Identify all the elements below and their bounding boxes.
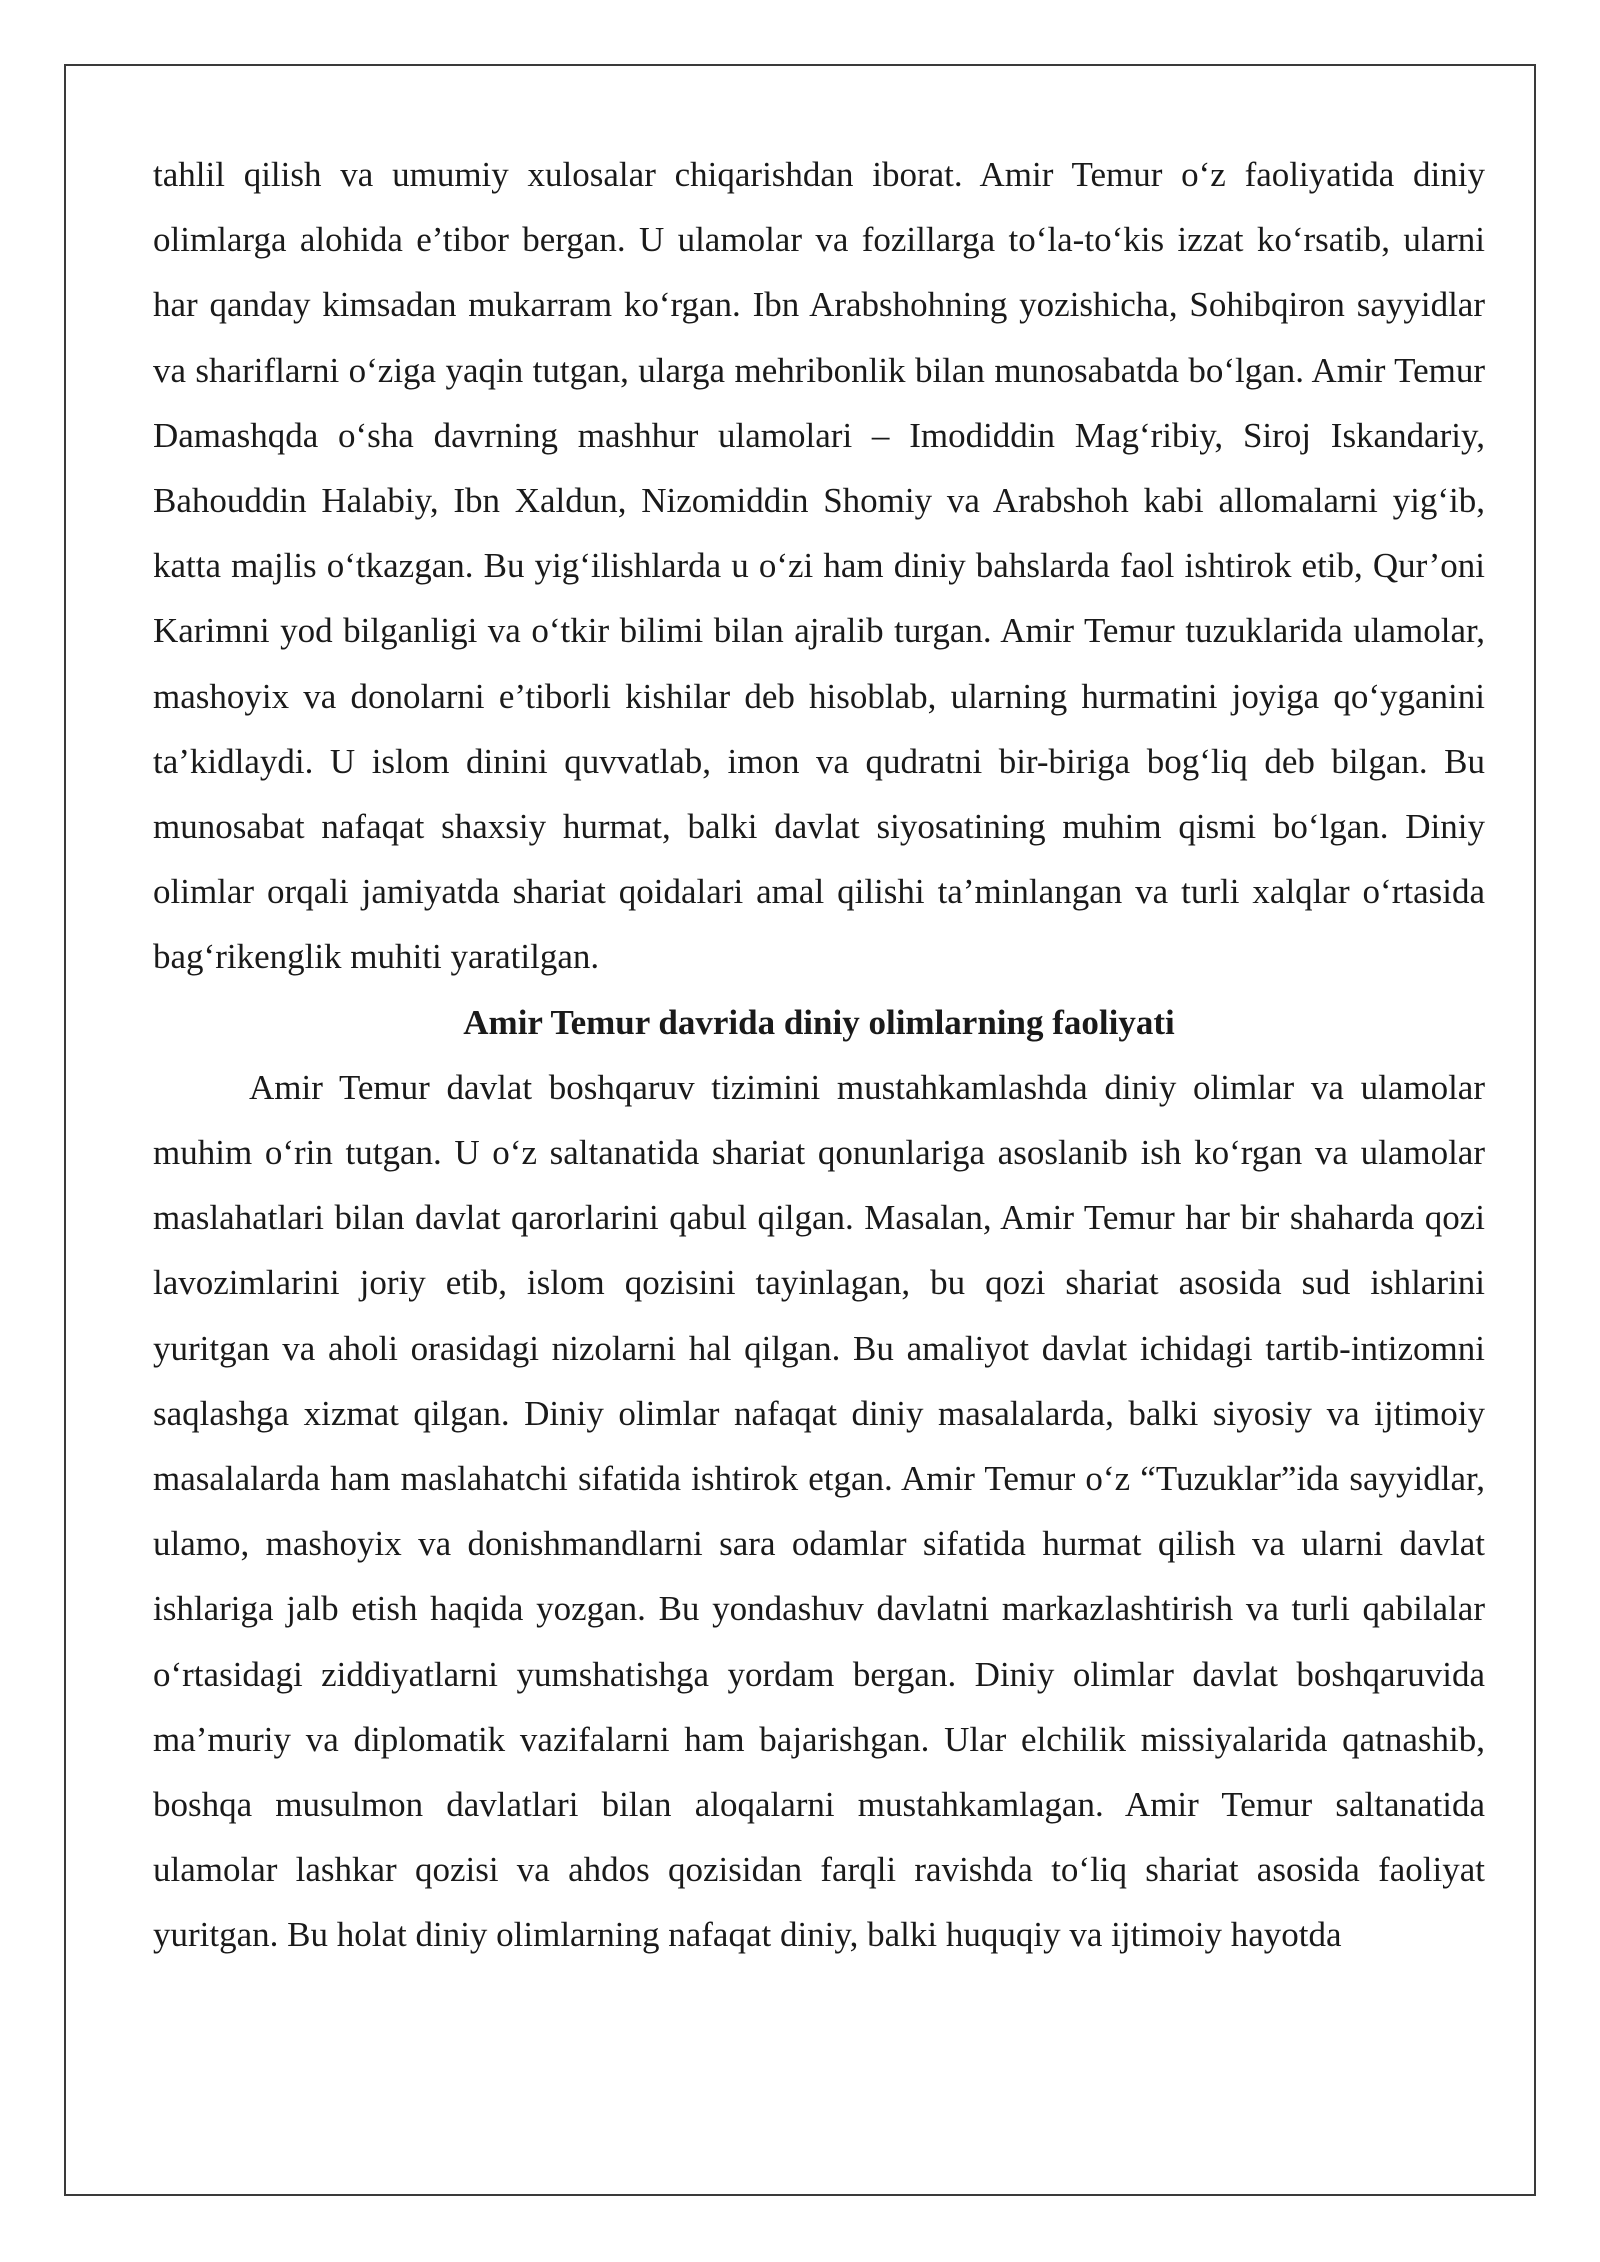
section-heading: Amir Temur davrida diniy olimlarning faoliyati <box>463 1002 1175 1042</box>
body-paragraph: Amir Temur davlat boshqaruv tizimini mustahkamlashda diniy olimlar va ulamolar muhim o‘rin tutgan. U o‘z saltanatida shariat qonunlariga asoslanib ish ko‘rgan va ulamolar maslahatlari bilan davlat qarorlarini qabul qilgan. Masalan, Amir Temur har bir shaharda qozi lavozimlarini joriy etib, islom qozisini tayinlagan, bu qozi shariat asosida sud ishlarini yuritgan va aholi orasidagi nizolarni hal qilgan. Bu amaliyot davlat ichidagi tartib-intizomni saqlashga xizmat qilgan. Diniy olimlar nafaqat diniy masalalarda, balki siyosiy va ijtimoiy masalalarda ham maslahatchi sifatida ishtirok etgan. Amir Temur o‘z “Tuzuklar”ida sayyidlar, ulamo, mashoyix va donishmandlarni sara odamlar sifatida hurmat qilish va ularni davlat ishlariga jalb etish haqida yozgan. Bu yondashuv davlatni markazlashtirish va turli qabilalar o‘rtasidagi ziddiyatlarni yumshatishga yordam bergan. Diniy olimlar davlat boshqaruvida ma’muriy va diplomatik vazifalarni ham bajarishgan. Ular elchilik missiyalarida qatnashib, boshqa musulmon davlatlari bilan aloqalarni mustahkamlagan. Amir Temur saltanatida ulamolar lashkar qozisi va ahdos qozisidan farqli ravishda to‘liq shariat asosida faoliyat yuritgan. Bu holat diniy olimlarning nafaqat diniy, balki huquqiy va ijtimoiy hayotda <box>153 1067 1485 1955</box>
body-paragraph: tahlil qilish va umumiy xulosalar chiqarishdan iborat. Amir Temur o‘z faoliyatida diniy olimlarga alohida e’tibor bergan. U ulamolar va fozillarga to‘la-to‘kis izzat ko‘rsatib, ularni har qanday kimsadan mukarram ko‘rgan. Ibn Arabshohning yozishicha, Sohibqiron sayyidlar va shariflarni o‘ziga yaqin tutgan, ularga mehribonlik bilan munosabatda bo‘lgan. Amir Temur Damashqda o‘sha davrning mashhur ulamolari – Imodiddin Mag‘ribiy, Siroj Iskandariy, Bahouddin Halabiy, Ibn Xaldun, Nizomiddin Shomiy va Arabshoh kabi allomalarni yig‘ib, katta majlis o‘tkazgan. Bu yig‘ilishlarda u o‘zi ham diniy bahslarda faol ishtirok etib, Qur’oni Karimni yod bilganligi va o‘tkir bilimi bilan ajralib turgan. Amir Temur tuzuklarida ulamolar, mashoyix va donolarni e’tiborli kishilar deb hisoblab, ularning hurmatini joyiga qo‘yganini ta’kidlaydi. U islom dinini quvvatlab, imon va qudratni bir-biriga bog‘liq deb bilgan. Bu munosabat nafaqat shaxsiy hurmat, balki davlat siyosatining muhim qismi bo‘lgan. Diniy olimlar orqali jamiyatda shariat qoidalari amal qilishi ta’minlangan va turli xalqlar o‘rtasida bag‘rikenglik muhiti yaratilgan. <box>153 155 1485 977</box>
document-body <box>153 142 1485 1968</box>
